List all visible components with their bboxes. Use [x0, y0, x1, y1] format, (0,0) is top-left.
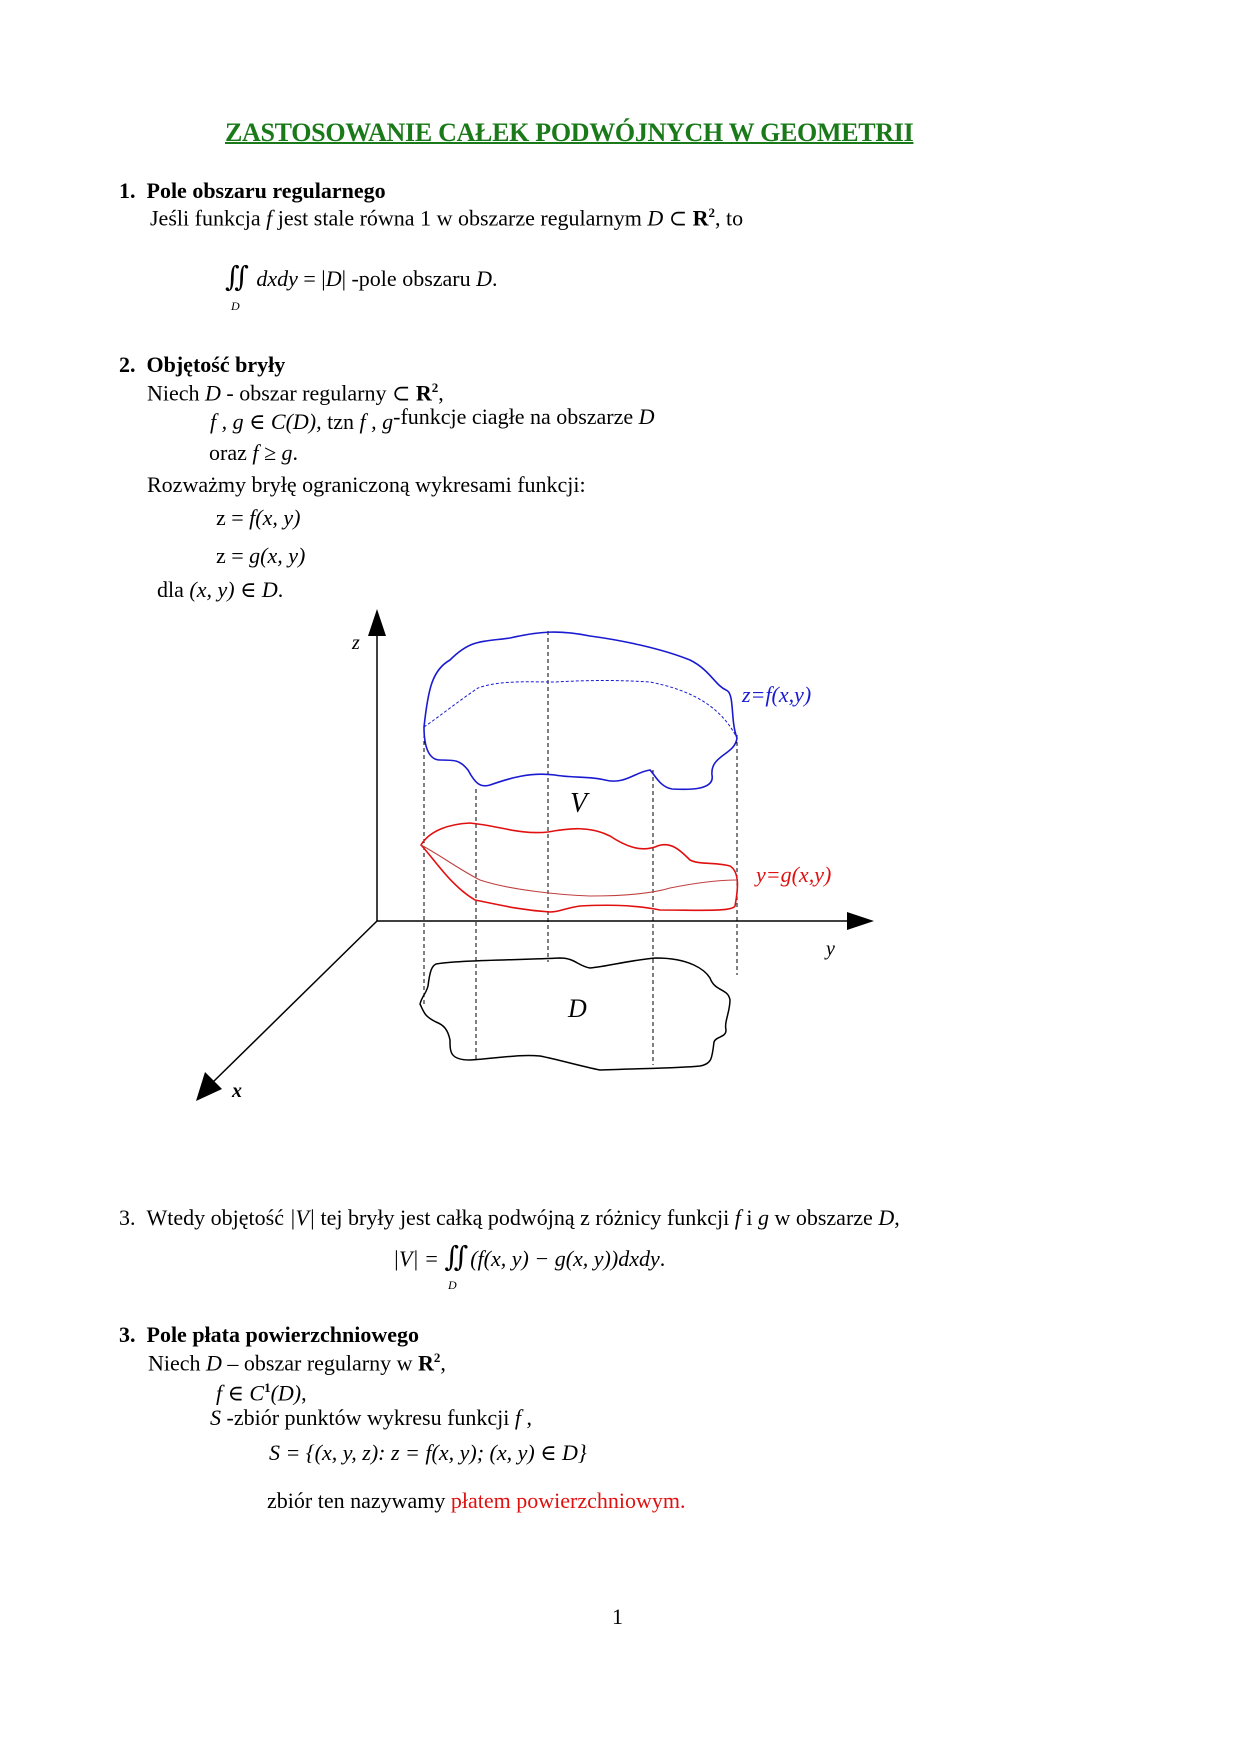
text: -zbiór punktów wykresu funkcji: [221, 1405, 515, 1430]
math-R: R: [418, 1350, 434, 1376]
math-in-C: ∈ C: [222, 1380, 265, 1406]
surface-f: [424, 632, 737, 789]
text: jest stale równa 1 w obszarze regularnym: [272, 205, 648, 231]
text: ,: [438, 380, 444, 406]
section-3-line1: [119, 1205, 900, 1231]
math-D: D: [206, 1350, 222, 1376]
section-4-number: 3.: [119, 1322, 136, 1347]
math-integrand: (f(x, y) − g(x, y))dxdy: [470, 1246, 660, 1271]
math-f: f: [216, 1380, 223, 1406]
text: ∈: [234, 577, 262, 602]
text: dla: [157, 577, 190, 602]
label-g: y=g(x,y): [756, 862, 832, 887]
label-D: D: [568, 994, 587, 1023]
section-2-number: 2.: [119, 352, 136, 377]
exponent: 2: [431, 380, 439, 395]
text: tej bryły jest całką podwójną z różnicy funkcji: [315, 1205, 735, 1230]
surface-f-hidden-edge: [424, 681, 737, 739]
math-f: f: [734, 1205, 741, 1230]
text: |: [341, 266, 346, 291]
double-integral-symbol: ∬: [225, 262, 243, 293]
section-4-line2: [216, 1380, 307, 1406]
text: .: [492, 266, 498, 291]
math-V: |V|: [289, 1205, 316, 1230]
math-D: D: [261, 577, 278, 602]
text: .: [277, 577, 284, 602]
section-3-number: 3.: [119, 1205, 136, 1230]
math-f-ge-g: f ≥ g: [252, 440, 293, 465]
text: = |: [297, 266, 326, 291]
text: i: [740, 1205, 758, 1230]
math-D: D: [638, 404, 655, 429]
math-g-xy: g(x, y): [249, 543, 306, 568]
section-1-title: Pole obszaru regularnego: [146, 178, 386, 203]
text: z =: [216, 543, 250, 568]
text: oraz: [209, 440, 253, 465]
text: , to: [715, 205, 744, 231]
math-D: D: [205, 380, 221, 406]
math-fg-in-C: f , g ∈ C(D),: [210, 409, 322, 434]
highlighted-term: płatem powierzchniowym: [450, 1488, 680, 1513]
math-fg: f , g: [359, 409, 394, 434]
text: Wtedy objętość: [146, 1205, 290, 1230]
x-axis: [212, 921, 377, 1083]
text: Niech: [147, 380, 206, 406]
surface-set-definition: S = {(x, y, z): z = f(x, y); (x, y) ∈ D}: [269, 1440, 587, 1465]
math-D: D: [878, 1205, 895, 1230]
text: Niech: [148, 1350, 207, 1376]
volume-formula: [393, 1240, 665, 1274]
section-4-title: Pole płata powierzchniowego: [146, 1322, 420, 1347]
text: z =: [216, 505, 250, 530]
text: ,: [894, 1205, 900, 1230]
math-V-eq: |V| =: [393, 1246, 445, 1271]
math-f: f: [514, 1405, 522, 1430]
math-D: D: [476, 266, 492, 291]
section-1-number: 1.: [119, 178, 136, 203]
section-2-line4: Rozważmy bryłę ograniczoną wykresami funkcji:: [147, 472, 586, 497]
text: w obszarze: [768, 1205, 879, 1230]
surface-g: [421, 823, 737, 912]
integral-subscript: D: [448, 1278, 457, 1292]
math-D: D: [647, 205, 664, 231]
x-axis-label: x: [232, 1080, 242, 1102]
exponent: 2: [433, 1350, 441, 1365]
label-V: V: [570, 788, 588, 819]
math-g: g: [757, 1205, 769, 1230]
text: zbiór ten nazywamy: [267, 1488, 451, 1513]
section-4-line3: [210, 1405, 532, 1431]
exponent: 2: [708, 205, 716, 220]
section-4-line1: [148, 1350, 446, 1376]
text: .: [659, 1246, 666, 1271]
exponent: 1: [264, 1380, 271, 1395]
page-number: 1: [612, 1604, 623, 1629]
text: ,: [301, 1380, 307, 1406]
page-title: ZASTOSOWANIE CAŁEK PODWÓJNYCH W GEOMETRII: [225, 118, 914, 147]
section-2-title: Objętość bryły: [146, 352, 286, 377]
math-D: (D): [270, 1380, 302, 1406]
math-R: R: [415, 380, 432, 406]
section-4-line5: [267, 1488, 685, 1514]
math-f: f: [266, 205, 273, 231]
text: tzn: [321, 409, 360, 434]
text: ,: [521, 1405, 533, 1430]
z-axis-arrow-icon: [368, 609, 386, 636]
text: -funkcje ciagłe na obszarze: [393, 404, 639, 429]
double-integral-symbol: ∬: [444, 1242, 463, 1273]
math-R: R: [692, 205, 709, 231]
text: -pole obszaru: [345, 266, 477, 291]
surface-g-inner-edge: [421, 845, 737, 896]
label-f: z=f(x,y): [742, 682, 812, 707]
text: - obszar regularny ⊂: [220, 380, 416, 406]
z-axis-label: z: [352, 632, 360, 654]
math-xy: (x, y): [189, 577, 235, 602]
text: – obszar regularny w: [221, 1350, 419, 1376]
section-4-heading: [119, 1322, 419, 1348]
text: .: [679, 1488, 686, 1513]
math-S: S: [210, 1405, 221, 1430]
text: .: [292, 440, 299, 465]
y-axis-label: y: [826, 938, 835, 960]
integral-subscript: D: [231, 299, 240, 313]
text: ,: [440, 1350, 446, 1376]
text: Jeśli funkcja: [150, 205, 267, 231]
math-D: D: [325, 266, 342, 291]
math-f-xy: f(x, y): [249, 505, 301, 530]
subset-symbol: ⊂: [663, 205, 693, 231]
y-axis-arrow-icon: [847, 912, 874, 930]
math-dxdy: dxdy: [256, 266, 298, 291]
